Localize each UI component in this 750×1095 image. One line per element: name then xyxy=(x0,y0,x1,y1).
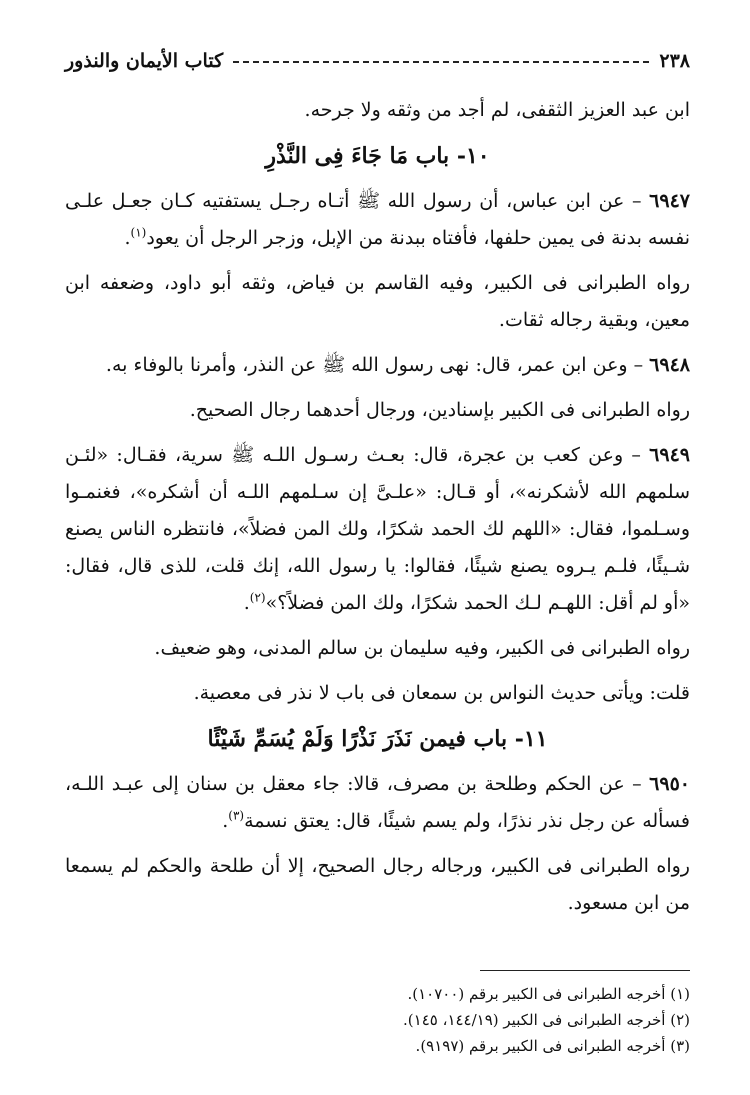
hadith-text: – عن الحكم وطلحة بن مصرف، قالا: جاء معقل بن سنان إلى عبـد اللـه، فسأله عن رجل نذر نذرًا، ولم يسم شيئًا، قال: يعتق نسمة xyxy=(65,773,690,832)
hadith-number: ٦٩٤٨ xyxy=(649,354,690,376)
hadith-number: ٦٩٥٠ xyxy=(649,773,690,795)
hadith-text: – وعن ابن عمر، قال: نهى رسول الله ﷺ عن النذر، وأمرنا بالوفاء به. xyxy=(105,354,650,376)
footnote-1: (١) أخرجه الطبرانى فى الكبير برقم (١٠٧٠٠). xyxy=(407,985,690,1003)
footnotes xyxy=(65,970,690,1059)
narration-6949: رواه الطبرانى فى الكبير، وفيه سليمان بن سالم المدنى، وهو ضعيف. xyxy=(154,637,690,659)
hadith-6948 xyxy=(65,347,690,384)
hadith-6947 xyxy=(65,183,690,257)
hadith-6950 xyxy=(65,766,690,840)
narration-6950: رواه الطبرانى فى الكبير، ورجاله رجال الصحيح، إلا أن طلحة والحكم لم يسمعا من ابن مسعود. xyxy=(65,855,690,914)
hadith-end: . xyxy=(243,592,250,614)
author-note: قلت: ويأتى حديث النواس بن سمعان فى باب لا نذر فى معصية. xyxy=(193,682,690,704)
hadith-text: – عن ابن عباس، أن رسول الله ﷺ أتـاه رجـل يستفتيه كـان جعـل علـى نفسه بدنة فى يمين حلفها، فأفتاه ببدنة من الإبل، وزجر الرجل أن يعود xyxy=(65,190,690,249)
header-dashed-rule xyxy=(233,61,649,63)
chapter-heading-10: ١٠- باب مَا جَاءَ فِى النَّذْرِ xyxy=(265,143,490,169)
hadith-6949 xyxy=(65,437,690,622)
narration-6947: رواه الطبرانى فى الكبير، وفيه القاسم بن فياض، وثقه أبو داود، وضعفه ابن معين، وبقية رجاله ثقات. xyxy=(65,272,690,331)
page-number: ٢٣٨ xyxy=(659,50,690,72)
hadith-end: . xyxy=(222,810,229,832)
page-body xyxy=(65,92,690,930)
footnote-ref: (٢) xyxy=(249,590,266,605)
continued-text: ابن عبد العزيز الثقفى، لم أجد من وثقه ولا جرحه. xyxy=(304,99,690,121)
footnote-ref: (١) xyxy=(130,225,147,240)
footnote-rule xyxy=(480,970,690,971)
chapter-heading-11: ١١- باب فيمن نَذَرَ نَذْرًا وَلَمْ يُسَمِّ شَيْئًا xyxy=(207,726,548,752)
hadith-end: . xyxy=(124,227,131,249)
running-header xyxy=(65,50,690,72)
footnote-3: (٣) أخرجه الطبرانى فى الكبير برقم (٩١٩٧). xyxy=(415,1037,690,1055)
narration-6948: رواه الطبرانى فى الكبير بإسنادين، ورجال أحدهما رجال الصحيح. xyxy=(189,399,690,421)
hadith-number: ٦٩٤٧ xyxy=(649,190,690,212)
footnote-2: (٢) أخرجه الطبرانى فى الكبير (١٤٤/١٩، ١٤٥). xyxy=(403,1011,690,1029)
hadith-text: – وعن كعب بن عجرة، قال: بعـث رسـول اللـه ﷺ سرية، فقـال: «لئـن سلمهم الله لأشكرنه»، أو قـال: «علـىَّ إن سـلمهم اللـه أن أشكره»، فغنمـوا وسـلموا، فقال: «اللهم لك الحمد شكرًا، ولك المن فضلاً»، فانتظره الناس يصنع شـيئًا، فلـم يـروه يصنع شيئًا، فقالوا: يا رسول الله، إنك قلت، للذى قال، فقال: «أو لم أقل: اللهـم لـك الحمد شكرًا، ولك المن فضلاً؟» xyxy=(65,444,690,614)
footnote-ref: (٣) xyxy=(228,808,245,823)
book-title: كتاب الأيمان والنذور xyxy=(65,50,224,72)
hadith-number: ٦٩٤٩ xyxy=(649,444,690,466)
